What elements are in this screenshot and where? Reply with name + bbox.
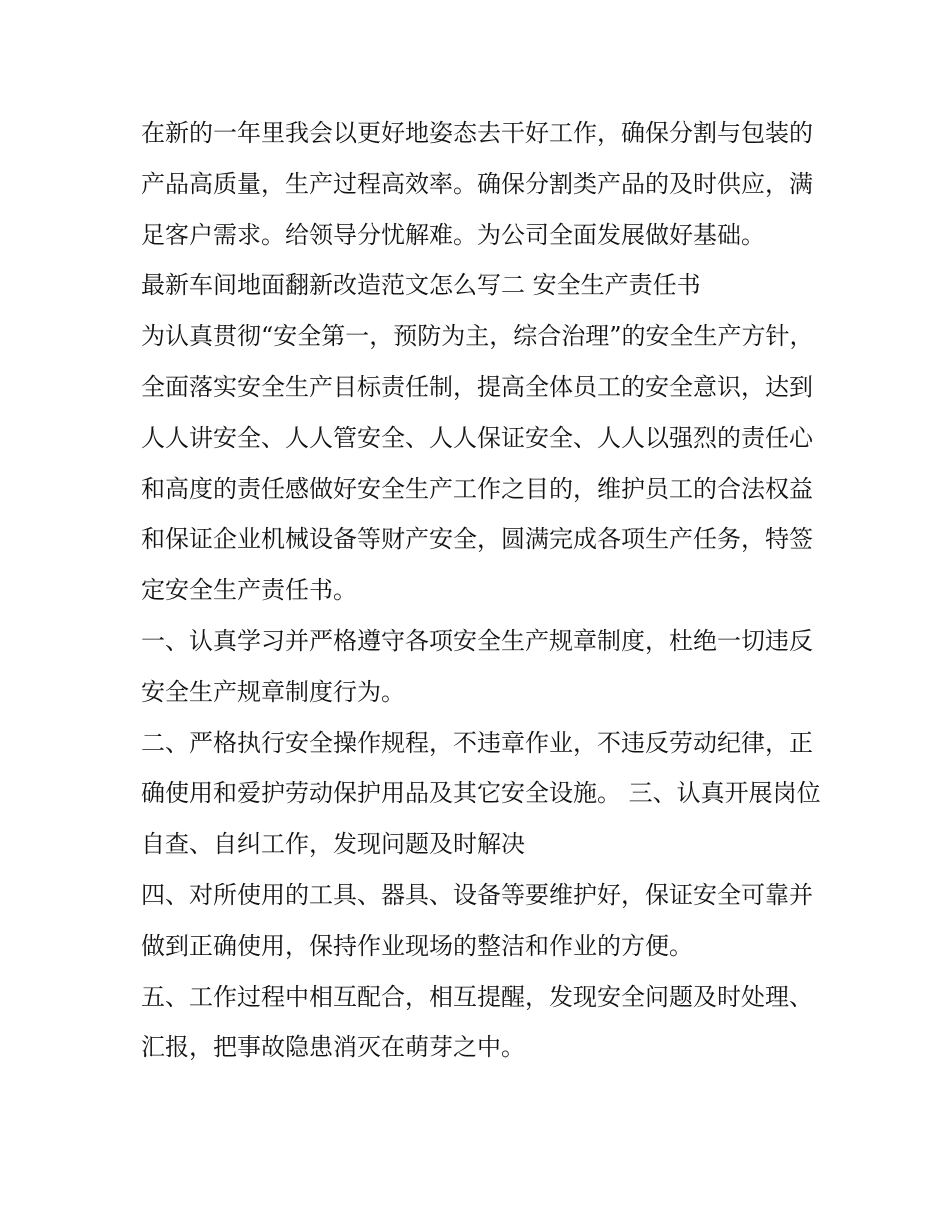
paragraph-item-5: 五、工作过程中相互配合，相互提醒，发现安全问题及时处理、汇报，把事故隐患消灭在萌芽之中。	[141, 982, 813, 1062]
section-heading: 最新车间地面翻新改造范文怎么写二 安全生产责任书	[141, 271, 701, 300]
paragraph-item-1: 一、认真学习并严格遵守各项安全生产规章制度，杜绝一切违反安全生产规章制度行为。	[141, 626, 813, 706]
paragraph-intro: 为认真贯彻“安全第一，预防为主，综合治理”的安全生产方针，全面落实安全生产目标责任制，提高全体员工的安全意识，达到人人讲安全、人人管安全、人人保证安全、人人以强烈的责任心和高度的责任感做好安全生产工作之目的，维护员工的合法权益和保证企业机械设备等财产安全，圆满完成各项生产任务，特签定安全生产责任书。	[141, 322, 814, 605]
paragraph-item-4: 四、对所使用的工具、器具、设备等要维护好，保证安全可靠并做到正确使用，保持作业现场的整洁和作业的方便。	[141, 880, 813, 960]
paragraph-item-2-3: 二、严格执行安全操作规程，不违章作业，不违反劳动纪律，正确使用和爱护劳动保护用品及其它安全设施。 三、认真开展岗位自查、自纠工作，发现问题及时解决	[141, 728, 821, 859]
document-body	[141, 108, 831, 1073]
paragraph-work-plan: 在新的一年里我会以更好地姿态去干好工作，确保分割与包装的产品高质量，生产过程高效率。确保分割类产品的及时供应，满足客户需求。给领导分忧解难。为公司全面发展做好基础。	[141, 119, 813, 249]
